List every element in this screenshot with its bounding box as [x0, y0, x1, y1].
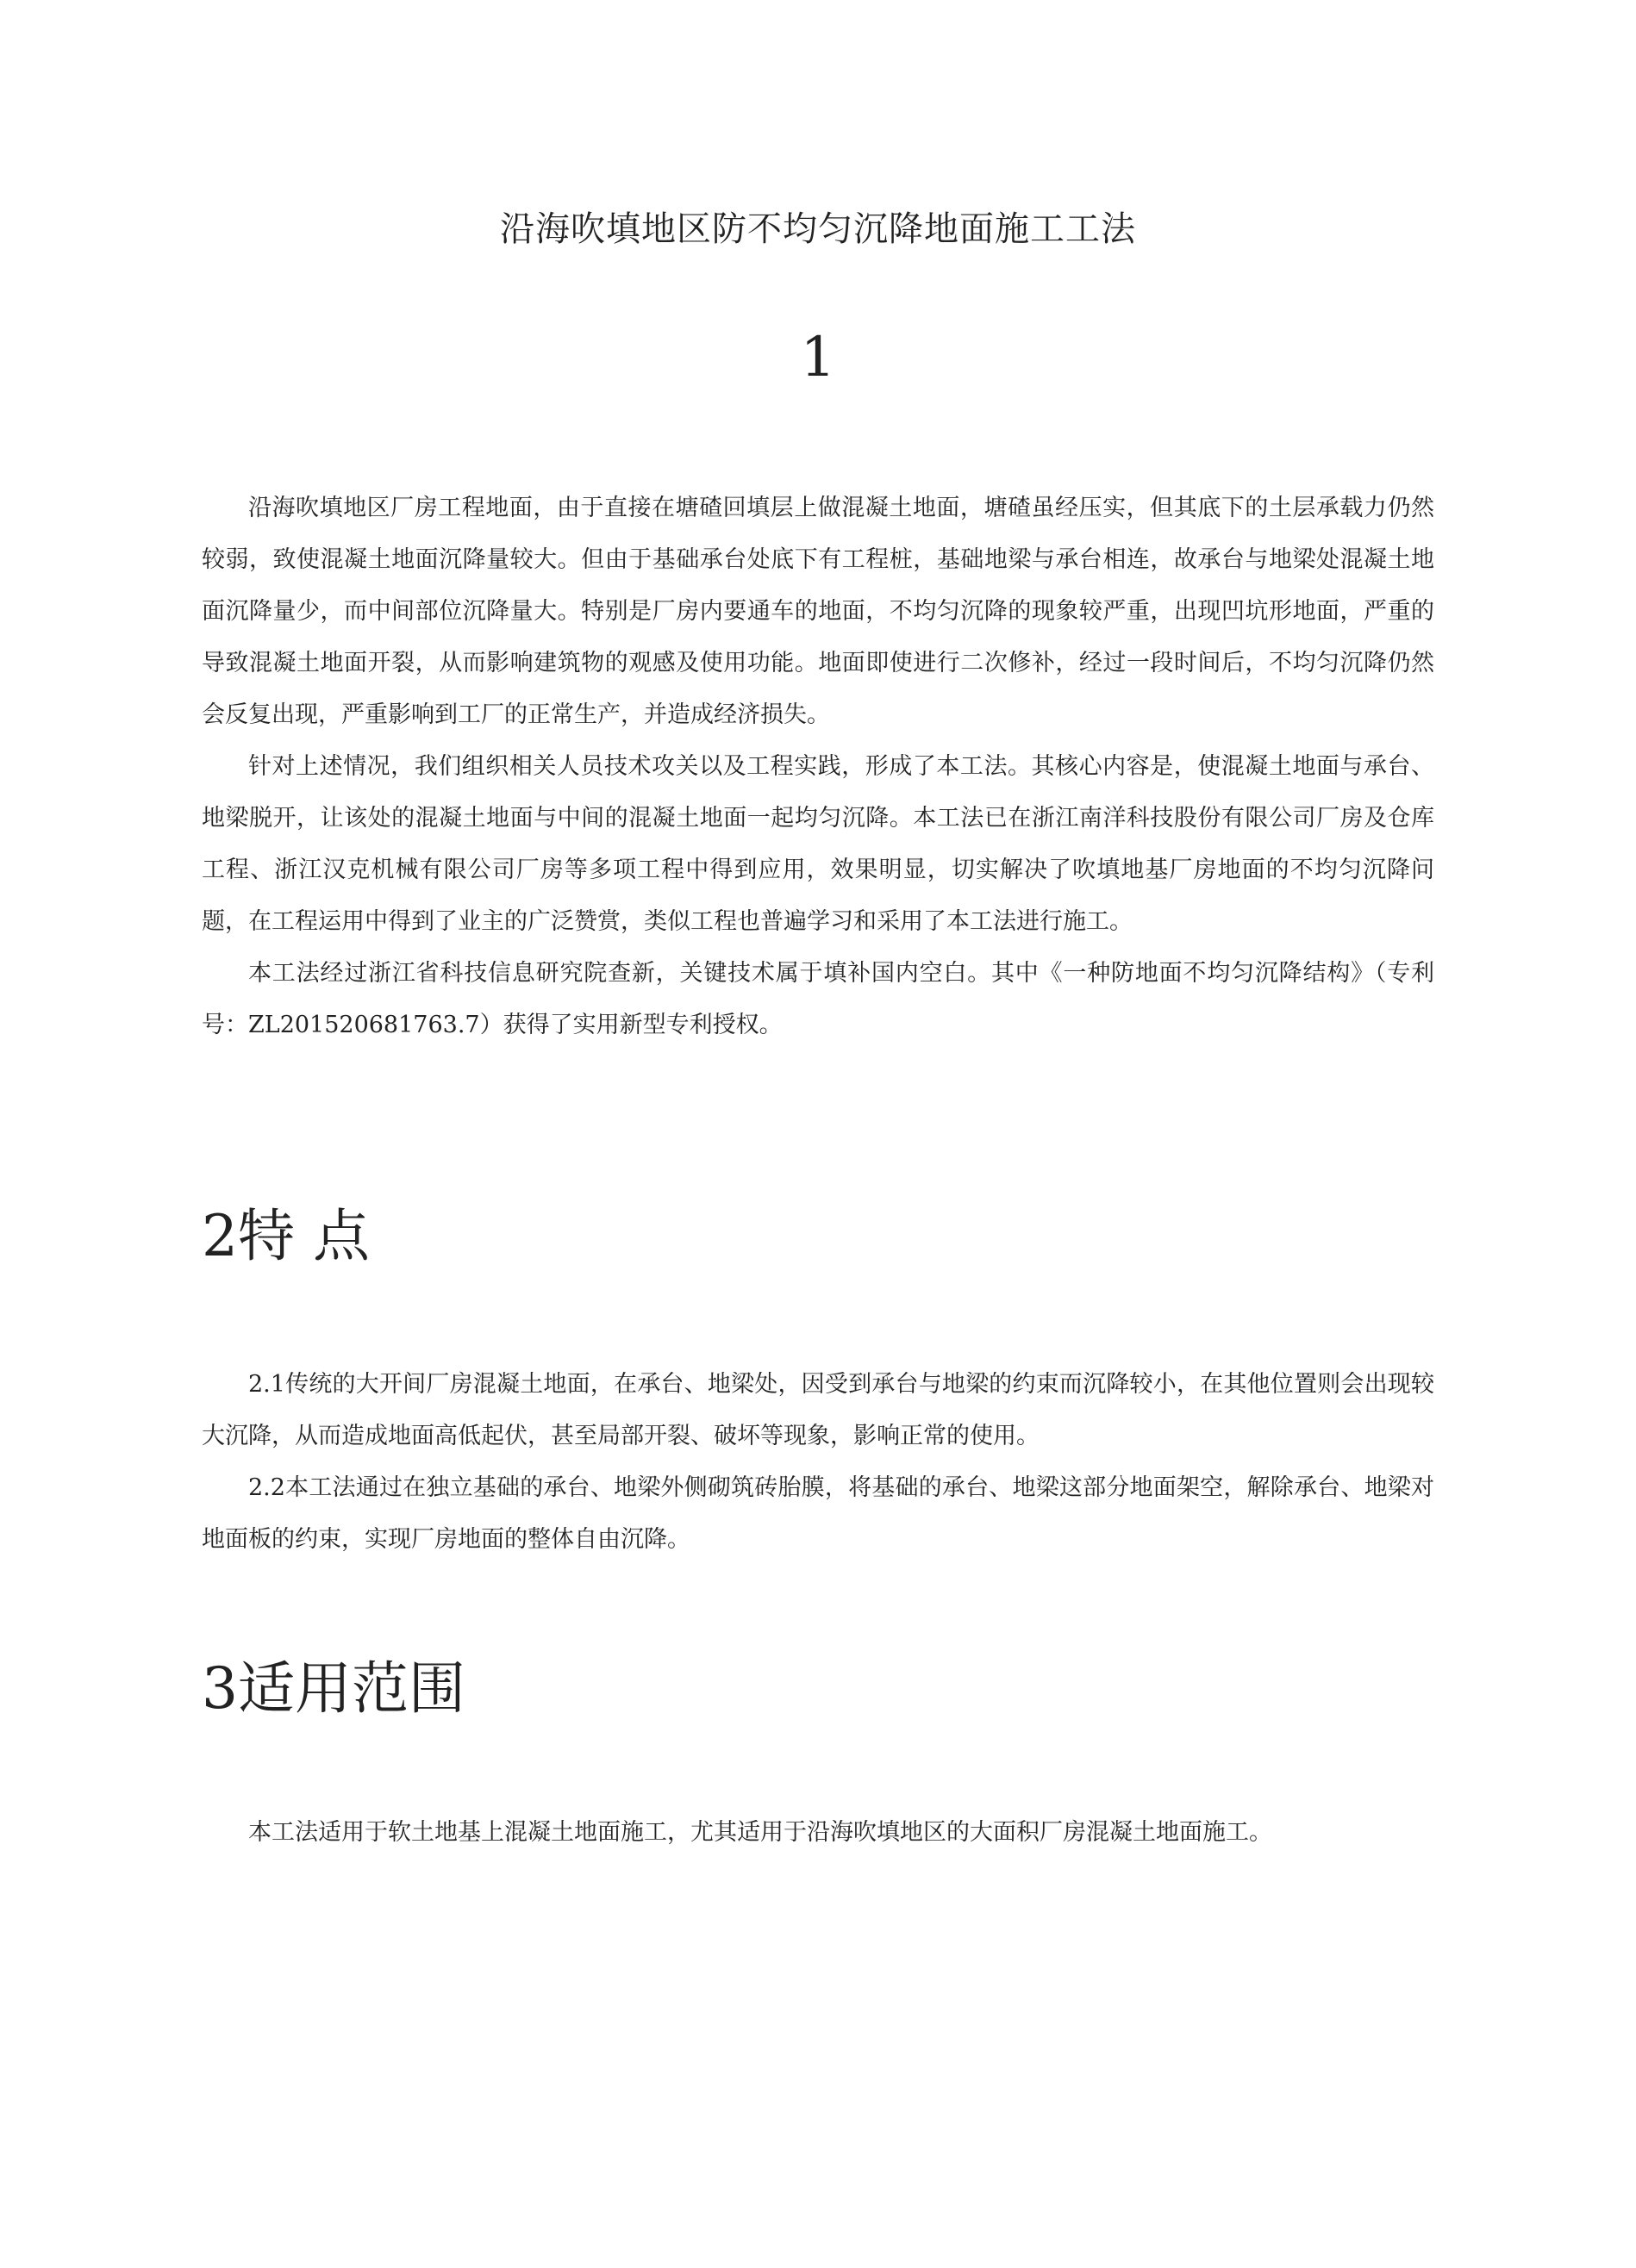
section-heading-scope: 3适用范围	[202, 1655, 465, 1722]
paragraph: 2.2本工法通过在独立基础的承台、地梁外侧砌筑砖胎膜，将基础的承台、地梁这部分地面架空，解除承台、地梁对地面板的约束，实现厂房地面的整体自由沉降。	[202, 1474, 1434, 1553]
section-number-1: 1	[800, 326, 836, 389]
paragraph: 2.1传统的大开间厂房混凝土地面，在承台、地梁处，因受到承台与地梁的约束而沉降较小，在其他位置则会出现较大沉降，从而造成地面高低起伏，甚至局部开裂、破坏等现象，影响正常的使用。	[202, 1371, 1434, 1449]
paragraph: 沿海吹填地区厂房工程地面，由于直接在塘碴回填层上做混凝土地面，塘碴虽经压实，但其底下的土层承载力仍然较弱，致使混凝土地面沉降量较大。但由于基础承台处底下有工程桩，基础地梁与承台相连，故承台与地梁处混凝土地面沉降量少，而中间部位沉降量大。特别是厂房内要通车的地面，不均匀沉降的现象较严重，出现凹坑形地面，严重的导致混凝土地面开裂，从而影响建筑物的观感及使用功能。地面即使进行二次修补，经过一段时间后，不均匀沉降仍然会反复出现，严重影响到工厂的正常生产，并造成经济损失。	[202, 495, 1434, 728]
section-1-body	[202, 483, 1434, 1051]
paragraph: 针对上述情况，我们组织相关人员技术攻关以及工程实践，形成了本工法。其核心内容是，使混凝土地面与承台、地梁脱开，让该处的混凝土地面与中间的混凝土地面一起均匀沉降。本工法已在浙江南洋科技股份有限公司厂房及仓库工程、浙江汉克机械有限公司厂房等多项工程中得到应用，效果明显，切实解决了吹填地基厂房地面的不均匀沉降问题，在工程运用中得到了业主的广泛赞赏，类似工程也普遍学习和采用了本工法进行施工。	[202, 753, 1434, 935]
section-3-body	[202, 1807, 1434, 1859]
paragraph: 本工法经过浙江省科技信息研究院查新，关键技术属于填补国内空白。其中《一种防地面不均匀沉降结构》（专利号：ZL201520681763.7）获得了实用新型专利授权。	[202, 960, 1434, 1038]
section-2-body	[202, 1359, 1434, 1566]
document-title: 沿海吹填地区防不均匀沉降地面施工工法	[500, 209, 1136, 249]
section-heading-features: 2特 点	[202, 1203, 370, 1269]
paragraph: 本工法适用于软土地基上混凝土地面施工，尤其适用于沿海吹填地区的大面积厂房混凝土地面施工。	[248, 1819, 1272, 1846]
